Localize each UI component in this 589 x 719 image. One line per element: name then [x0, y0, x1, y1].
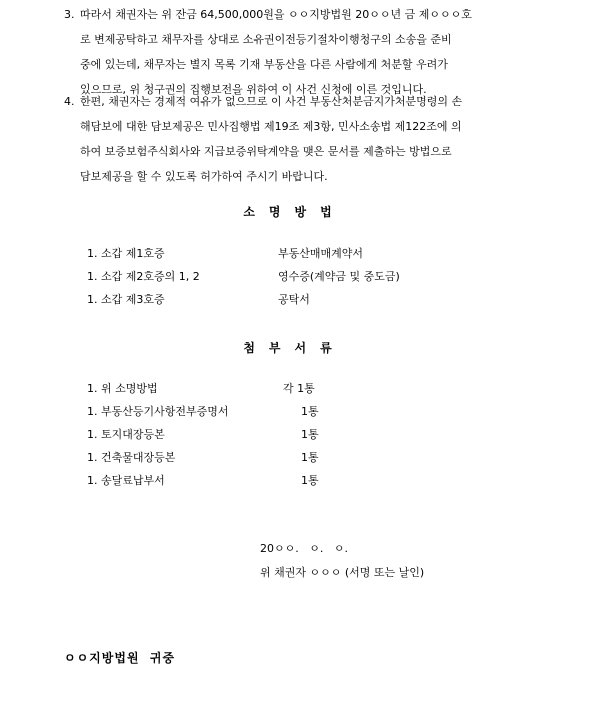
attachment-count: 1통 — [301, 405, 319, 418]
paragraph-line: 담보제공을 할 수 있도록 허가하여 주시기 바랍니다. — [80, 170, 328, 183]
paragraph-line: 해담보에 대한 담보제공은 민사집행법 제19조 제3항, 민사소송법 제122조에 의 — [80, 120, 462, 133]
attachment-count: 1통 — [301, 451, 319, 464]
paragraph-number: 4. — [64, 95, 75, 108]
date-line: 20ㅇㅇ. ㅇ. ㅇ. — [260, 542, 348, 555]
paragraph-line: 로 변제공탁하고 채무자를 상대로 소유권이전등기절차이행청구의 소송을 준비 — [80, 33, 452, 46]
attachment-label: 1. 위 소명방법 — [87, 382, 158, 395]
attachment-count: 1통 — [301, 474, 319, 487]
attachments-heading: 첨부서류 — [243, 341, 346, 355]
court-addressee: ㅇㅇ지방법원 귀중 — [64, 651, 176, 665]
paragraph-line: 한편, 채권자는 경제적 여유가 없으므로 이 사건 부동산처분금지가처분명령의 손 — [80, 95, 463, 108]
evidence-heading: 소명방법 — [243, 205, 346, 219]
attachment-label: 1. 토지대장등본 — [87, 428, 165, 441]
evidence-label: 1. 소갑 제3호증 — [87, 293, 165, 306]
evidence-value: 영수증(계약금 및 중도금) — [278, 270, 400, 283]
evidence-label: 1. 소갑 제2호증의 1, 2 — [87, 270, 200, 283]
attachment-label: 1. 부동산등기사항전부증명서 — [87, 405, 229, 418]
date-signature-block — [260, 537, 424, 585]
paragraph-line: 하여 보증보험주식회사와 지급보증위탁계약을 맺은 문서를 제출하는 방법으로 — [80, 145, 452, 158]
paragraph-number: 3. — [64, 8, 75, 21]
evidence-value: 공탁서 — [278, 293, 310, 306]
evidence-value: 부동산매매계약서 — [278, 247, 364, 260]
attachment-label: 1. 송달료납부서 — [87, 474, 165, 487]
attachment-count: 각 1통 — [283, 382, 315, 395]
paragraph-line: 있으므로, 위 청구권의 집행보전을 위하여 이 사건 신청에 이른 것입니다. — [80, 83, 427, 96]
paragraph-4 — [64, 89, 532, 189]
paragraph-3 — [64, 2, 532, 102]
attachment-count: 1통 — [301, 428, 319, 441]
signature-line: 위 채권자 ㅇㅇㅇ (서명 또는 날인) — [260, 566, 425, 579]
evidence-label: 1. 소갑 제1호증 — [87, 247, 165, 260]
paragraph-line: 중에 있는데, 채무자는 별지 목록 기재 부동산을 다른 사람에게 처분할 우려가 — [80, 58, 448, 71]
paragraph-line: 따라서 채권자는 위 잔금 64,500,000원을 ㅇㅇ지방법원 20ㅇㅇ년 금 제ㅇㅇㅇ호 — [80, 8, 472, 21]
attachment-label: 1. 건축물대장등본 — [87, 451, 176, 464]
